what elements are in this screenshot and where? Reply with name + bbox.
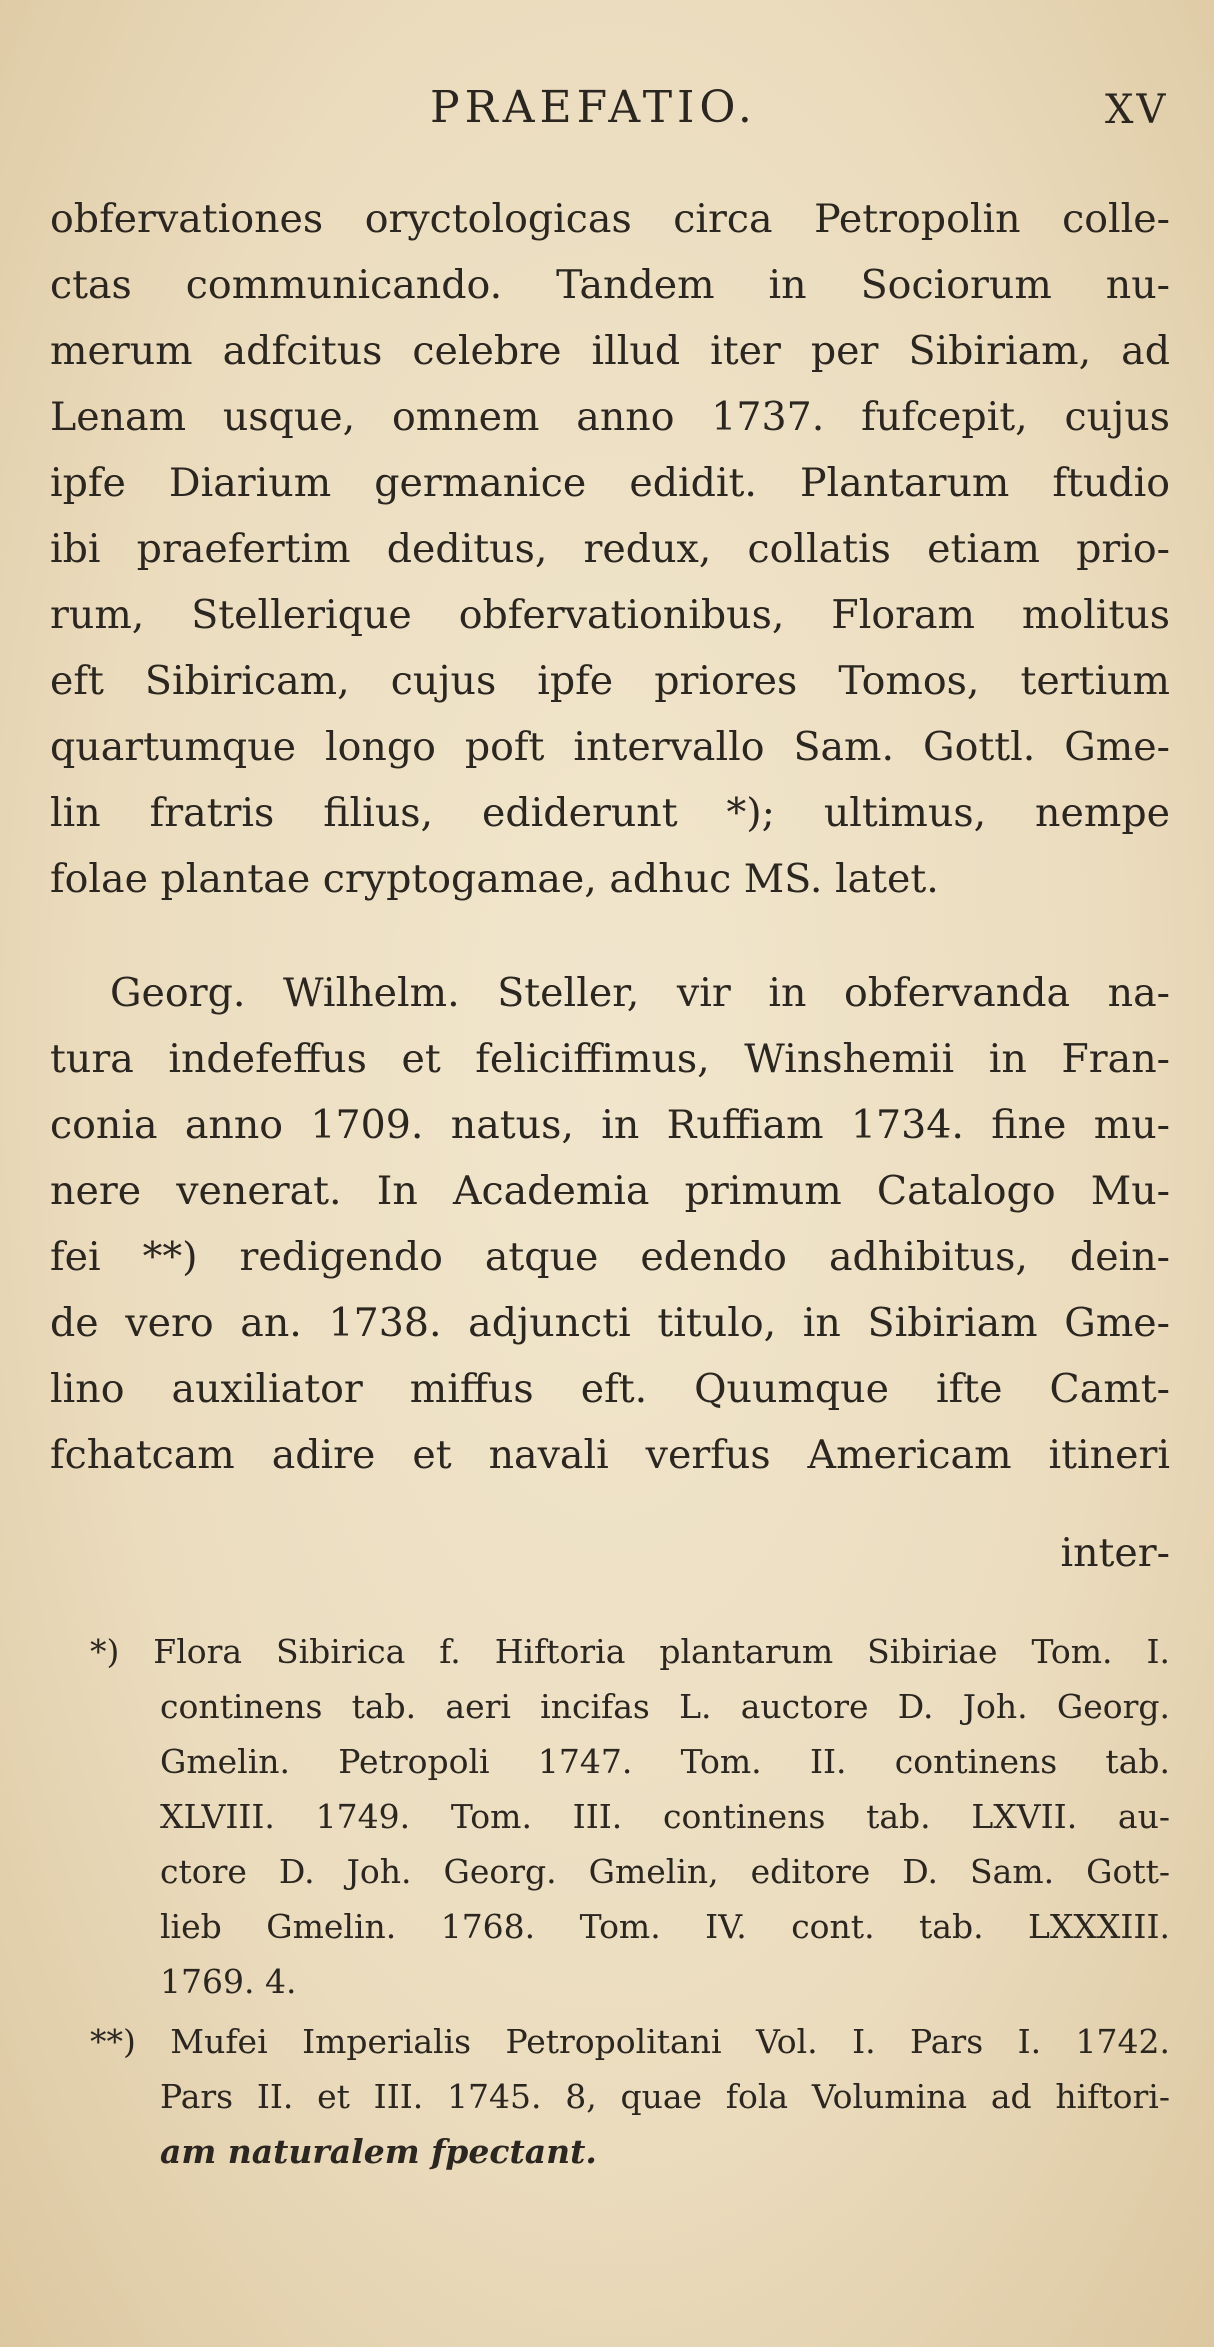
footnote-line: Pars II. et III. 1745. 8, quae fola Volumina ad hiftori- [160, 2077, 1170, 2116]
footnote-line: am naturalem fpectant. [160, 2132, 597, 2171]
body-line: lin fratris filius, ediderunt *); ultimus, nempe [50, 790, 1170, 836]
body-line: Georg. Wilhelm. Steller, vir in obfervanda na- [110, 970, 1170, 1016]
footnote-line: lieb Gmelin. 1768. Tom. IV. cont. tab. LXXXIII. [160, 1907, 1170, 1946]
footnote-line: ctore D. Joh. Georg. Gmelin, editore D. Sam. Gott- [160, 1852, 1170, 1891]
body-line: conia anno 1709. natus, in Ruffiam 1734. fine mu- [50, 1102, 1170, 1148]
body-line: ctas communicando. Tandem in Sociorum nu- [50, 262, 1170, 308]
body-line: nere venerat. In Academia primum Catalogo Mu- [50, 1168, 1170, 1214]
body-line: quartumque longo poft intervallo Sam. Gottl. Gme- [50, 724, 1170, 770]
footnote-line: XLVIII. 1749. Tom. III. continens tab. LXVII. au- [160, 1797, 1170, 1836]
body-line: obfervationes oryctologicas circa Petropolin colle- [50, 196, 1170, 242]
footnote-line: 1769. 4. [160, 1962, 297, 2001]
body-line: fchatcam adire et navali verfus Americam itineri [50, 1432, 1170, 1478]
footnote-line: **) Mufei Imperialis Petropolitani Vol. I. Pars I. 1742. [90, 2022, 1170, 2061]
footnote-line: *) Flora Sibirica f. Hiftoria plantarum Sibiriae Tom. I. [90, 1632, 1170, 1671]
footnote-line: continens tab. aeri incifas L. auctore D. Joh. Georg. [160, 1687, 1170, 1726]
running-head-title: PRAEFATIO. [430, 82, 757, 133]
body-line: fei **) redigendo atque edendo adhibitus, dein- [50, 1234, 1170, 1280]
body-line: ibi praefertim deditus, redux, collatis etiam prio- [50, 526, 1170, 572]
body-line: de vero an. 1738. adjuncti titulo, in Sibiriam Gme- [50, 1300, 1170, 1346]
body-line: ipfe Diarium germanice edidit. Plantarum ftudio [50, 460, 1170, 506]
catchword: inter- [1060, 1530, 1170, 1576]
body-line: rum, Stellerique obfervationibus, Floram molitus [50, 592, 1170, 638]
body-line: folae plantae cryptogamae, adhuc MS. latet. [50, 856, 939, 902]
body-line: tura indefeffus et feliciffimus, Winshemii in Fran- [50, 1036, 1170, 1082]
body-line: Lenam usque, omnem anno 1737. fufcepit, cujus [50, 394, 1170, 440]
body-line: eft Sibiricam, cujus ipfe priores Tomos, tertium [50, 658, 1170, 704]
body-line: lino auxiliator miffus eft. Quumque ifte Camt- [50, 1366, 1170, 1412]
body-line: merum adfcitus celebre illud iter per Sibiriam, ad [50, 328, 1170, 374]
footnote-line: Gmelin. Petropoli 1747. Tom. II. continens tab. [160, 1742, 1170, 1781]
page-number: XV [1105, 87, 1169, 133]
